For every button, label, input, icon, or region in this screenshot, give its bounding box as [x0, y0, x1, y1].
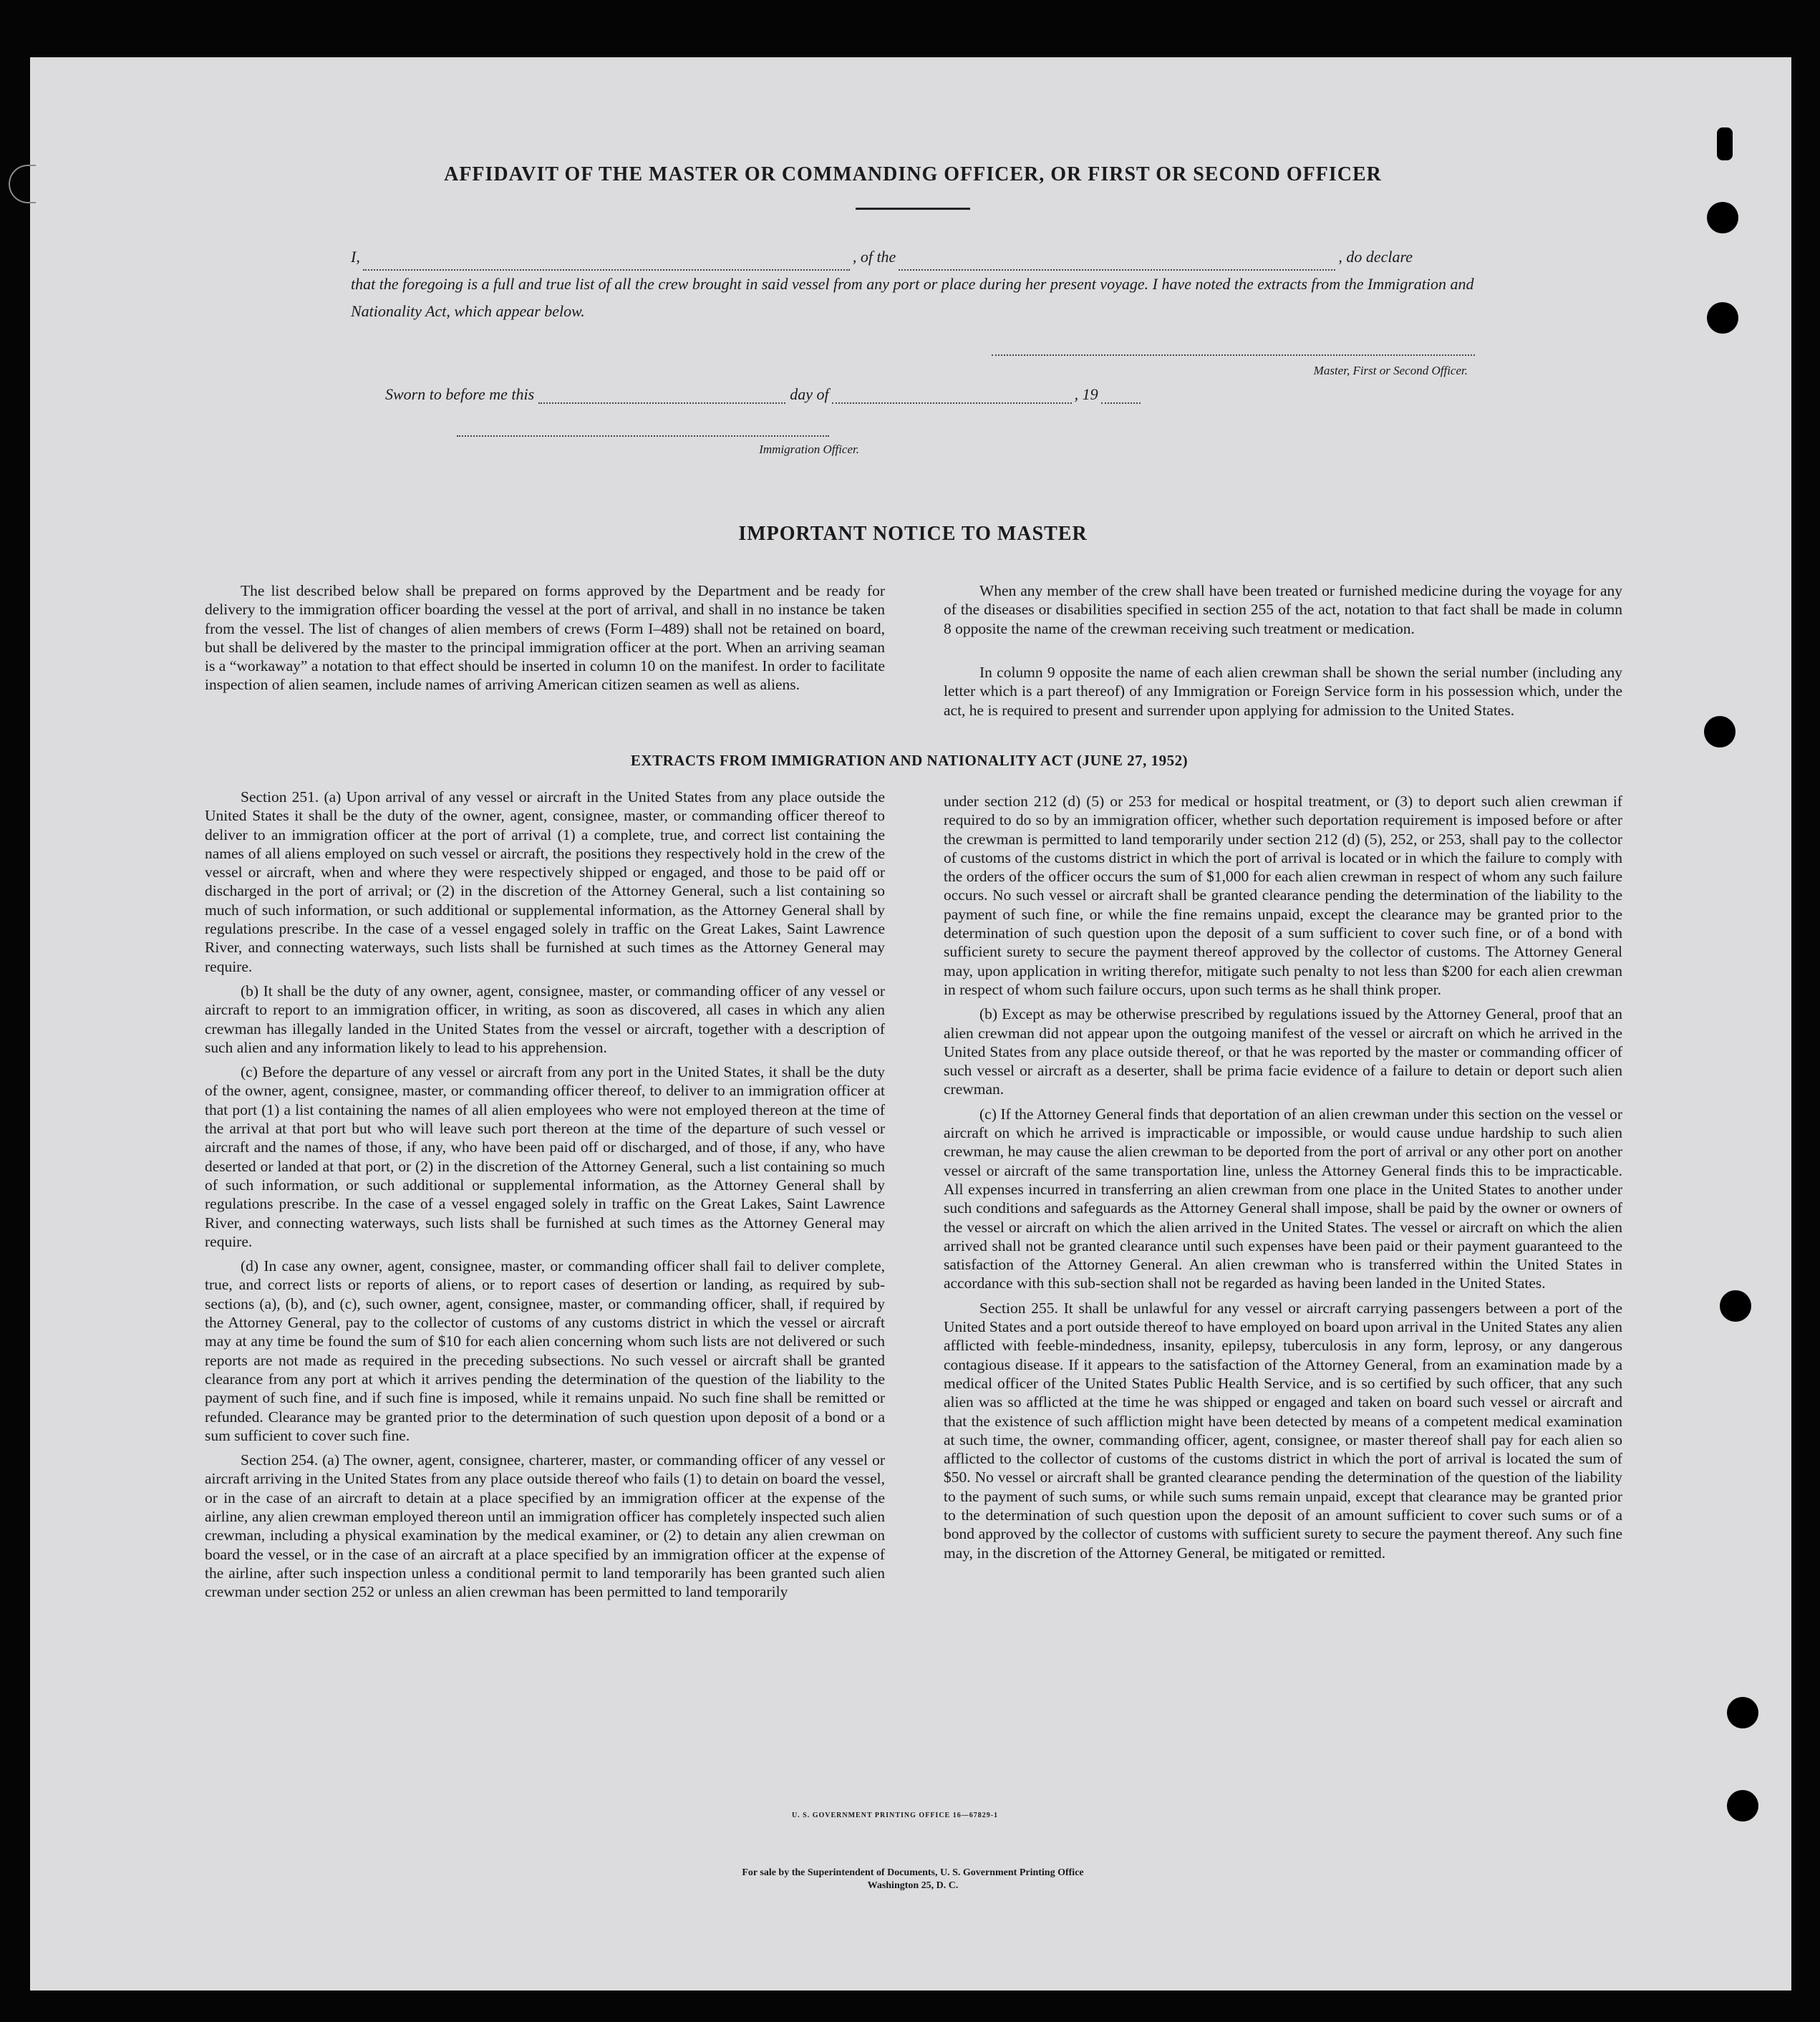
binder-hole — [1707, 202, 1738, 233]
sworn-line — [385, 385, 1209, 404]
sale-line-2: Washington 25, D. C. — [867, 1880, 959, 1891]
extracts-left-column — [205, 788, 885, 1601]
affidavit-declaration — [351, 243, 1482, 325]
extracts-right-column — [944, 792, 1622, 1562]
binder-hole — [1720, 1290, 1751, 1322]
sworn-day-of: day of — [790, 385, 829, 403]
sale-notice — [644, 1867, 1181, 1892]
section-251-a: Section 251. (a) Upon arrival of any vessel or aircraft in the United States from any place outside the United States it shall be the duty of the owner, agent, consignee, master, or commanding officer thereof to deliver to an immigration officer at the port of arrival (1) a complete, true, and correct list containing the names of all aliens employed on such vessel or aircraft, the positions they respectively hold in the crew of the vessel or aircraft, when and where they were respectively shipped or engaged, and those to be paid off or discharged in the port of arrival; or (2) in the discretion of the Attorney General, such a list containing so much of such information, or such additional or supplemental information, as the Attorney General shall by regulations prescribe. In the case of a vessel engaged solely in traffic on the Great Lakes, Saint Lawrence River, and connecting waterways, such lists shall be furnished at such times as the Attorney General may require. — [205, 788, 885, 975]
declaration-of-the: , of the — [852, 248, 896, 266]
notice-right-paragraph-1: When any member of the crew shall have been treated or furnished medicine during the voyage for any of the diseases or disabilities specified in section 255 of the act, notation to that fact shall be made in column 8 opposite the name of the crewman receiving such treatment or medication. — [944, 582, 1622, 637]
section-251-d: (d) In case any owner, agent, consignee, master, or commanding officer shall fail to deliver complete, true, and correct lists or reports of aliens, or to report cases of desertion or landing, as required by sub-sections (a), (b), and (c), such owner, agent, consignee, master, or commanding officer, shall, if required by the Attorney General, pay to the collector of customs of any customs district in which the vessel or aircraft may at any time be found the sum of $10 for each alien concerning whom such lists are not delivered or such reports are not made as required in the preceding subsections. No such vessel or aircraft shall be granted clearance from any port at which it arrives pending the determination of the question of the liability to the payment of such fine, and if such fine is imposed, while it remains unpaid. No such fine shall be remitted or refunded. Clearance may be granted prior to the determination of such question upon deposit of a bond or a sum sufficient to cover such fine. — [205, 1257, 885, 1444]
binder-hole — [1727, 1697, 1758, 1728]
section-254-b: (b) Except as may be otherwise prescribed by regulations issued by the Attorney General, proof that an alien crewman did not appear upon the outgoing manifest of the vessel or aircraft on which he arrived in the United States from any place outside thereof, or that he was reported by the master or commanding officer of such vessel or aircraft as a deserter, shall be prima facie evidence of a failure to detain or deport such alien crewman. — [944, 1005, 1622, 1098]
binder-mark — [1717, 127, 1733, 160]
section-254-a: Section 254. (a) The owner, agent, consignee, charterer, master, or commanding officer of any vessel or aircraft arriving in the United States from any place outside thereof who fails (1) to detain on board the vessel, or in the case of an aircraft to detain at a place specified by an immigration officer at the expense of the airline, any alien crewman employed thereon until an immigration officer has completely inspected such alien crewman, including a physical examination by the medical examiner, or (2) to detain any alien crewman on board the vessel, or in the case of an aircraft at a place specified by an immigration officer at the expense of the airline, after such inspection unless a conditional permit to land temporarily has been granted such alien crewman under section 252 or unless an alien crewman has been permitted to land temporarily — [205, 1451, 885, 1601]
section-254-a-cont: under section 212 (d) (5) or 253 for medical or hospital treatment, or (3) to deport such alien crewman if required to do so by an immigration officer, whether such deportation requirement is imposed before or after the crewman is permitted to land temporarily under section 212 (d) (5), 252, or 253, shall pay to the collector of customs of the customs district in which the port of arrival is located or in which the failure to comply with the orders of the officer occurs the sum of $1,000 for each alien crewman in respect of whom any such failure occurs. No such vessel or aircraft shall be granted clearance pending the determination of the liability to the payment of such fine, or while the fine remains unpaid, except the clearance may be granted prior to the determination of such question upon the deposit of a sum sufficient to cover such fine, or of a bond with sufficient surety to secure the payment thereof approved by the collector of customs. The Attorney General may, upon application in writing therefor, mitigate such penalty to not less than $200 for each alien crewman in respect of whom such failure occurs, upon such terms as he shall think proper. — [944, 793, 1622, 998]
binder-hole — [1727, 1790, 1758, 1822]
sworn-year-field[interactable] — [1101, 402, 1141, 404]
section-254-c: (c) If the Attorney General finds that deportation of an alien crewman under this section on the vessel or aircraft on which he arrived is impracticable or impossible, or would cause undue hardship to such alien crewman, he may cause the alien crewman to be deported from the port of arrival or any other port on another vessel or aircraft of the same transportation line, unless the Attorney General finds this to be impracticable. All expenses incurred in transferring an alien crewman from one place in the United States to another under such conditions and safeguards as the Attorney General shall impose, shall be paid by the owner or owners of the vessel or aircraft on which the alien arrived in the United States. The vessel or aircraft on which the alien arrived shall not be granted clearance until such expenses have been paid or their payment guaranteed to the satisfaction of the Attorney General. An alien crewman who is transferred within the United States in accordance with this sub-section shall not be regarded as having been landed in the United States. — [944, 1105, 1622, 1292]
section-255: Section 255. It shall be unlawful for any vessel or aircraft carrying passengers between a port of the United States and a port outside thereof to have employed on board upon arrival in the United States any alien afflicted with feeble-mindedness, insanity, epilepsy, tuberculosis in any form, leprosy, or any dangerous contagious disease. If it appears to the satisfaction of the Attorney General, from an examination made by a medical officer of the United States Public Health Service, and is so certified by such officer, that any such alien was so afflicted at the time he was shipped or engaged and taken on board such vessel or aircraft and that the existence of such affliction might have been detected by means of a competent medical examination at such time, the owner, commanding officer, agent, consignee, or master thereof shall pay for each alien so afflicted to the collector of customs of the customs district in which the port of arrival is located the sum of $50. No vessel or aircraft shall be granted clearance pending the determination of the question of the liability to the payment of such sums, or while such sums remain unpaid, except that clearance may be granted prior to the determination of such question upon the deposit of an amount sufficient to cover such sums or of a bond approved by the collector of customs with sufficient surety to secure the payment thereof. Any such fine may, in the discretion of the Attorney General, be mitigated or remitted. — [944, 1299, 1622, 1562]
sale-line-1: For sale by the Superintendent of Documents, U. S. Government Printing Office — [742, 1867, 1084, 1878]
declaration-line — [351, 243, 1482, 271]
declaration-do-declare: , do declare — [1338, 248, 1413, 266]
declaration-i: I, — [351, 248, 360, 266]
section-251-c: (c) Before the departure of any vessel or aircraft from any port in the United States, it shall be the duty of the owner, agent, consignee, master, or commanding officer thereof, to deliver to an immigration officer at that port (1) a list containing the names of all alien employees who were not employed thereon at the time of the arrival at that port but who will leave such port thereon at the time of the departure of such vessel or aircraft and the names of those, if any, who have been paid off or discharged, and of those, if any, who have deserted or landed at that port, or (2) in the discretion of the Attorney General, such a list containing so much of such information, or such additional or supplemental information, as the Attorney General shall by regulations prescribe. In the case of a vessel engaged solely in traffic on the Great Lakes, Saint Lawrence River, and connecting waterways, such lists shall be furnished at such times as the Attorney General may require. — [205, 1063, 885, 1250]
binder-hole — [1704, 716, 1736, 748]
declaration-statement: that the foregoing is a full and true list of all the crew brought in said vessel from any port or place during her present voyage. I have noted the extracts from the Immigration and Nationality Act, which appear below. — [351, 275, 1474, 320]
printer-imprint: U. S. GOVERNMENT PRINTING OFFICE 16—67829-1 — [791, 1811, 999, 1819]
master-signature-line[interactable] — [992, 354, 1475, 356]
sworn-prefix: Sworn to before me this — [385, 385, 535, 403]
officer-signature-line[interactable] — [457, 435, 829, 437]
section-251-b: (b) It shall be the duty of any owner, agent, consignee, master, or commanding officer of any vessel or aircraft to report to an immigration officer, in writing, as soon as discovered, all cases in which any alien crewman has illegally landed in the United States from the vessel or aircraft, together with a description of such alien and any information likely to lead to his apprehension. — [205, 982, 885, 1056]
title-rule — [856, 208, 970, 210]
sworn-day-field[interactable] — [538, 402, 785, 404]
notice-right-paragraph-2: In column 9 opposite the name of each alien crewman shall be shown the serial number (including any letter which is a part thereof) of any Immigration or Foreign Service form in his possession which, under the act, he is required to present and surrender upon applying for admission to the United States. — [944, 664, 1622, 719]
extracts-title: EXTRACTS FROM IMMIGRATION AND NATIONALITY ACT (JUNE 27, 1952) — [630, 752, 1189, 769]
officer-signature-caption: Immigration Officer. — [759, 442, 859, 456]
sworn-year-label: , 19 — [1074, 385, 1098, 403]
master-signature-caption: Master, First or Second Officer. — [1313, 364, 1468, 377]
binder-hole — [1707, 302, 1738, 334]
affidavit-title: AFFIDAVIT OF THE MASTER OR COMMANDING OFFICER, OR FIRST OR SECOND OFFICER — [444, 163, 1382, 185]
notice-left-paragraph: The list described below shall be prepared on forms approved by the Department and be ready for delivery to the immigration officer boarding the vessel at the port of arrival, and shall in no instance be taken from the vessel. The list of changes of alien members of crews (Form I–489) shall not be retained on board, but shall be delivered by the master to the principal immigration officer at the port. When an arriving seaman is a “workaway” a notation to that effect should be inserted in column 10 on the manifest. In order to facilitate inspection of alien seamen, include names of arriving American citizen seamen as well as aliens. — [205, 582, 885, 694]
sworn-month-field[interactable] — [832, 402, 1072, 404]
notice-title: IMPORTANT NOTICE TO MASTER — [738, 523, 1088, 545]
